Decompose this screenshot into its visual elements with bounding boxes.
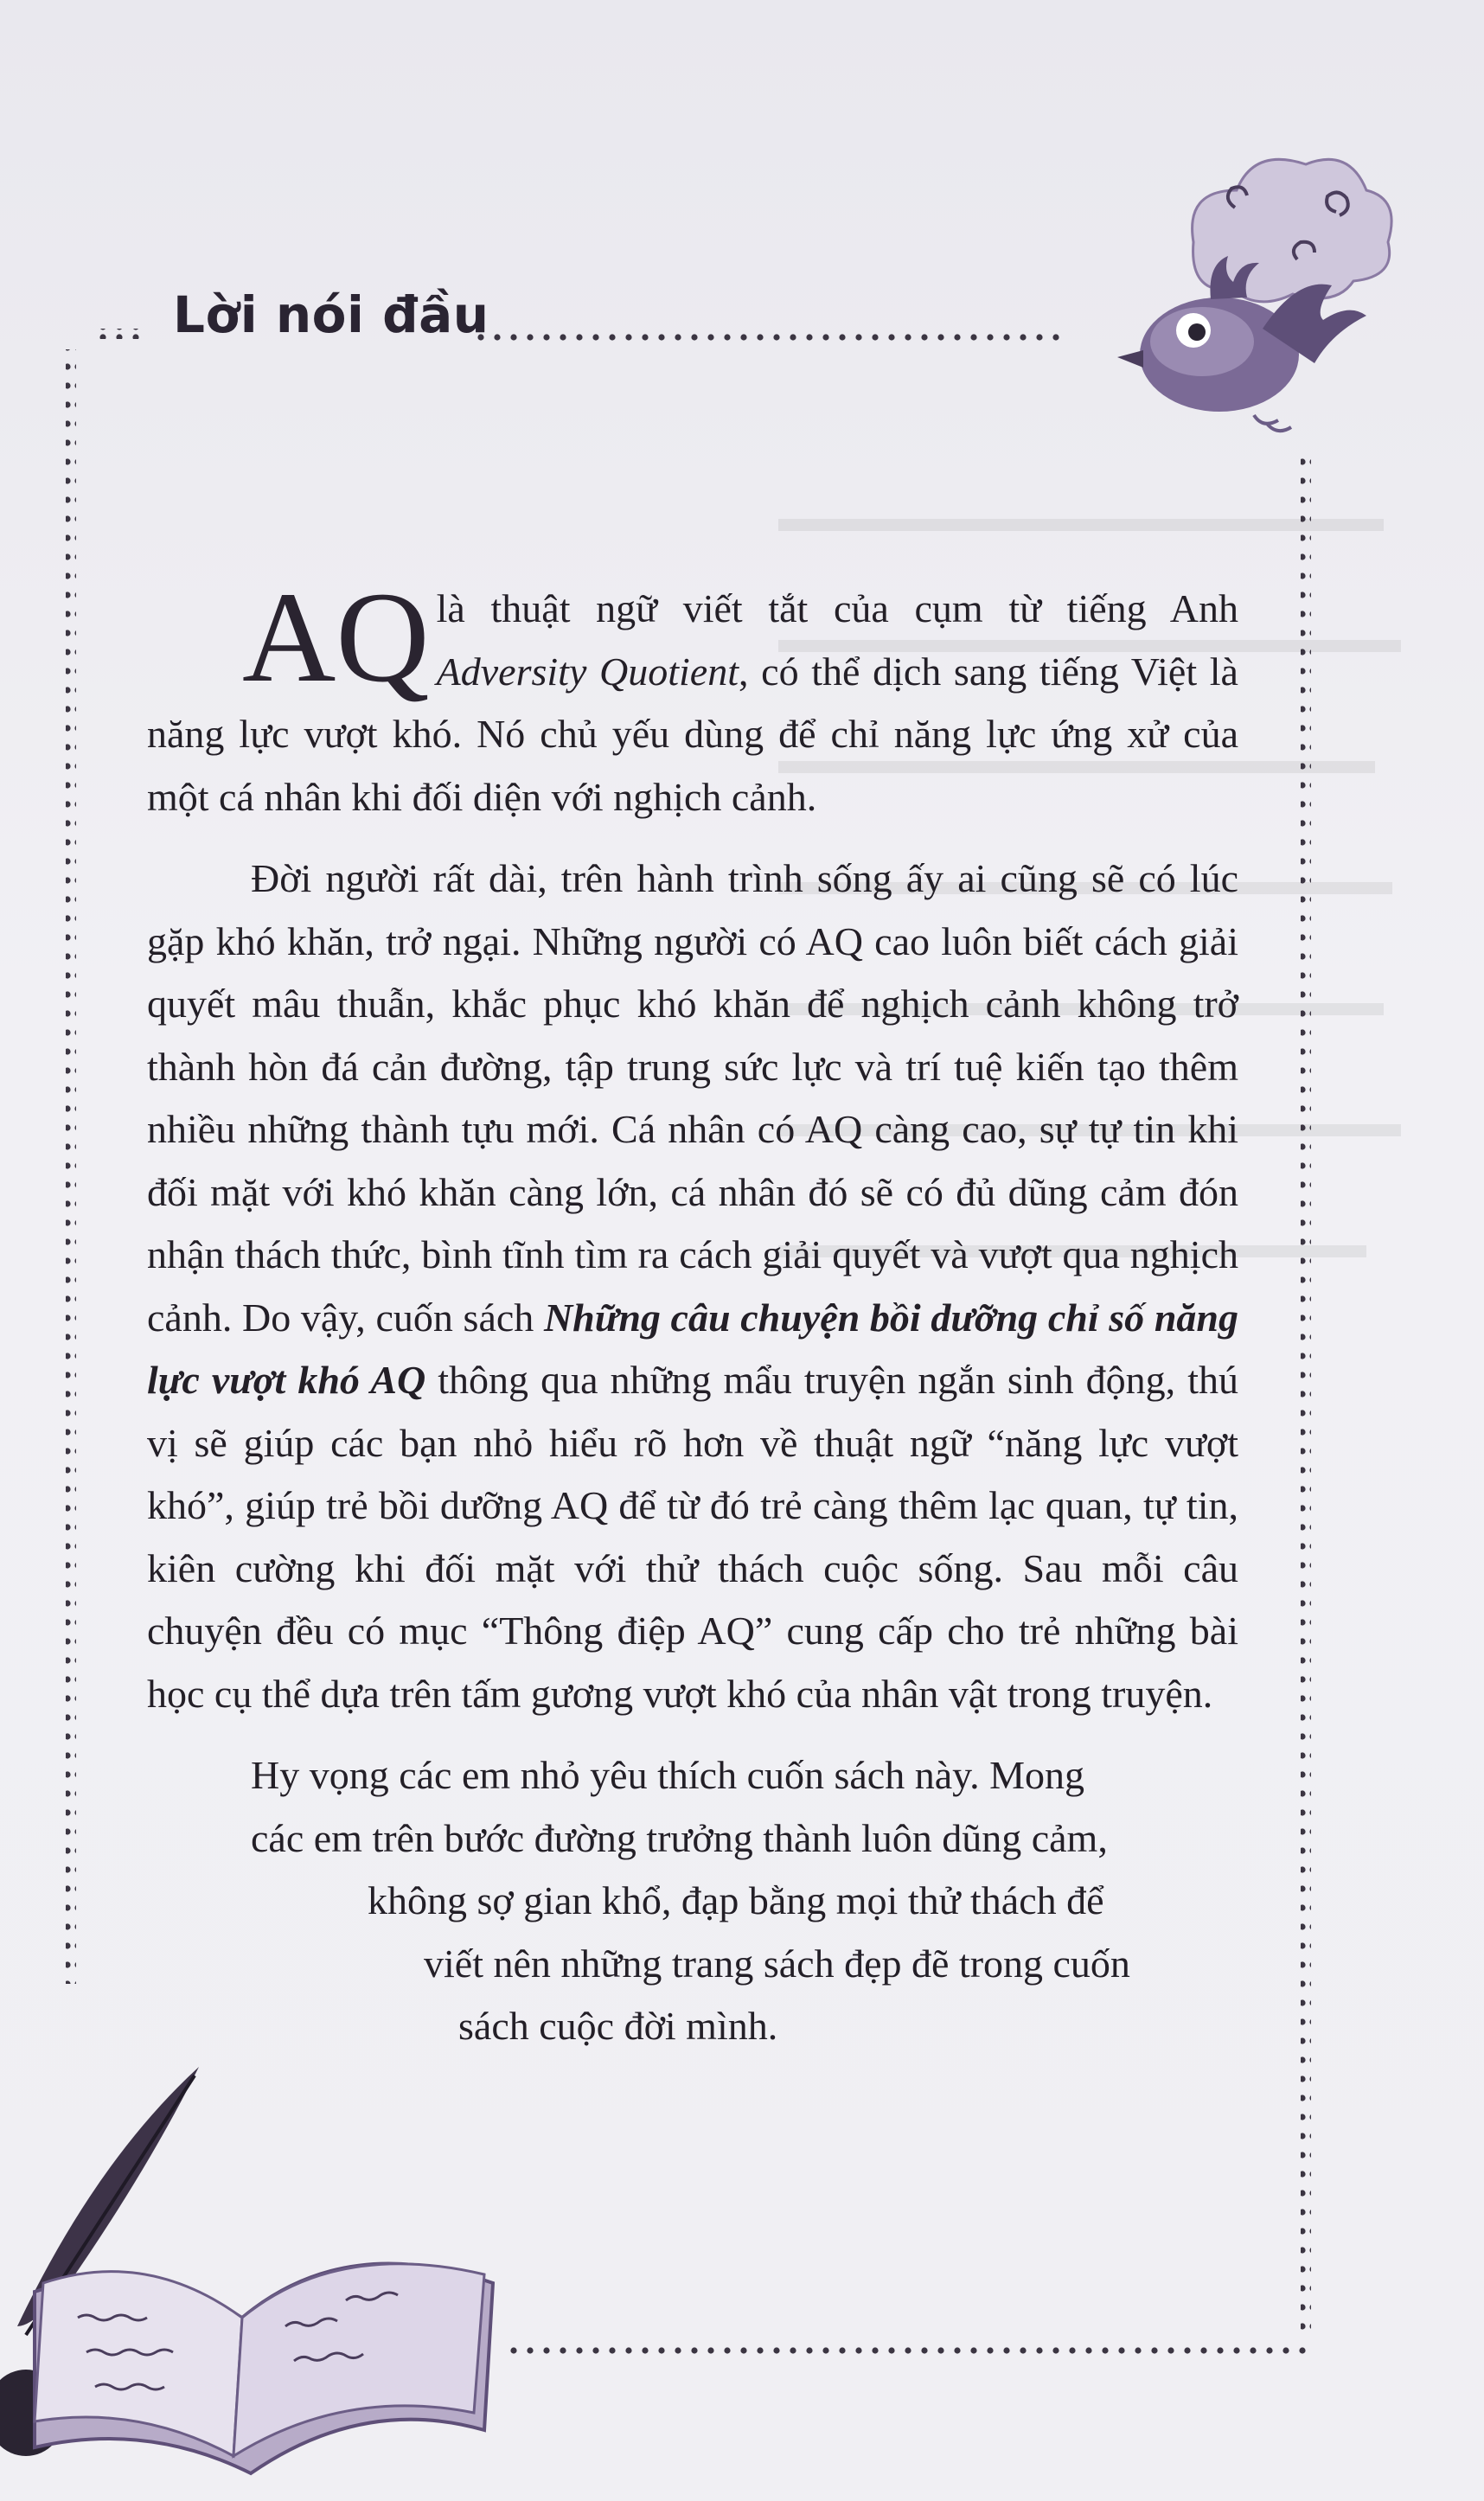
paragraph-1 bbox=[147, 566, 1238, 828]
paragraph-1-text-a: là thuật ngữ viết tắt của cụm từ tiếng Anh bbox=[436, 586, 1238, 630]
drop-cap: AQ bbox=[242, 566, 430, 709]
paragraph-3-line: các em trên bước đường trưởng thành luôn dũng cảm, bbox=[251, 1815, 1108, 1860]
foreword-body bbox=[147, 566, 1238, 2058]
paragraph-2-text-b: thông qua những mẩu truyện ngắn sinh động, thú vị sẽ giúp các bạn nhỏ hiểu rõ hơn về thuật ngữ “năng lực vượt khó”, giúp trẻ bồi dưỡng AQ để từ đó trẻ càng thêm lạc quan, tự tin, kiên cường khi đối mặt với thử thách cuộc sống. Sau mỗi câu chuyện đều có mục “Thông điệp AQ” cung cấp cho trẻ những bài học cụ thể dựa trên tấm gương vượt khó của nhân vật trong truyện. bbox=[147, 1358, 1238, 1716]
paragraph-1-text-b: , có thể dịch sang tiếng Việt là năng lực vượt khó. Nó chủ yếu dùng để chỉ năng lực ứng xử của một cá nhân khi đối diện với nghịch cảnh. bbox=[147, 649, 1238, 819]
paragraph-3-line: không sợ gian khổ, đạp bằng mọi thử thách để bbox=[368, 1878, 1104, 1922]
page-title: Lời nói đầu bbox=[173, 285, 489, 344]
paragraph-3-line: sách cuộc đời mình. bbox=[458, 2004, 778, 2048]
paragraph-2-text-a: Đời người rất dài, trên hành trình sống ấy ai cũng sẽ có lúc gặp khó khăn, trở ngại. Những người có AQ cao luôn biết cách giải quyết mâu thuẫn, khắc phục khó khăn để nghịch cảnh không trở thành hòn đá cản đường, tập trung sức lực và trí tuệ kiến tạo thêm nhiều những thành tựu mới. Cá nhân có AQ càng cao, sự tự tin khi đối mặt với khó khăn càng lớn, cá nhân đó sẽ có đủ dũng cảm đón nhận thách thức, bình tĩnh tìm ra cách giải quyết và vượt qua nghịch cảnh. Do vậy, cuốn sách bbox=[147, 856, 1238, 1340]
paragraph-3-line: viết nên những trang sách đẹp đẽ trong cuốn bbox=[424, 1941, 1130, 1986]
book-quill-illustration-icon bbox=[0, 1980, 519, 2482]
paragraph-1-italic-term: Adversity Quotient bbox=[436, 649, 739, 694]
bird-cloud-illustration-icon bbox=[1090, 138, 1418, 450]
paragraph-2 bbox=[147, 848, 1238, 1725]
paragraph-3-line: Hy vọng các em nhỏ yêu thích cuốn sách này. Mong bbox=[251, 1753, 1085, 1797]
paragraph-2-book-title: Những câu chuyện bồi dưỡng chỉ số năng lực vượt khó AQ bbox=[147, 1295, 1238, 1402]
